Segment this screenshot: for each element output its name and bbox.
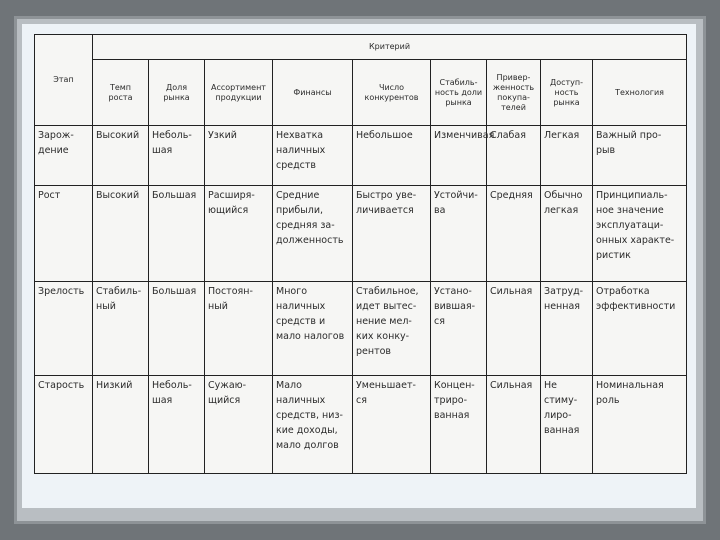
table-cell: Большая [149, 186, 205, 282]
table-cell: Устойчи- ва [431, 186, 487, 282]
column-header: Доступ- ность рынка [541, 60, 593, 126]
table-cell: Сильная [487, 376, 541, 474]
table-row [35, 126, 687, 186]
table-cell: Быстро уве- личивается [353, 186, 431, 282]
table-cell: Высокий [93, 186, 149, 282]
column-header: Ассортимент продукции [205, 60, 273, 126]
column-header: Число конкурентов [353, 60, 431, 126]
table-cell: Неболь- шая [149, 376, 205, 474]
table-cell: Расширя- ющийся [205, 186, 273, 282]
table-cell: Слабая [487, 126, 541, 186]
stage-cell: Рост [35, 186, 93, 282]
table-cell: Концен- триро- ванная [431, 376, 487, 474]
column-header: Доля рынка [149, 60, 205, 126]
table-cell: Отработка эффективности [593, 282, 687, 376]
table-cell: Сильная [487, 282, 541, 376]
stage-cell: Зарож- дение [35, 126, 93, 186]
table-cell: Обычно легкая [541, 186, 593, 282]
table-cell: Стабильное, идет вытес- нение мел- ких конку- рентов [353, 282, 431, 376]
table-cell: Изменчивая [431, 126, 487, 186]
table-cell: Легкая [541, 126, 593, 186]
stage-cell: Старость [35, 376, 93, 474]
table-cell: Небольшое [353, 126, 431, 186]
table-cell: Сужаю- щийся [205, 376, 273, 474]
table-cell: Много наличных средств и мало налогов [273, 282, 353, 376]
table-row [35, 376, 687, 474]
table-cell: Затруд- ненная [541, 282, 593, 376]
table-cell: Мало наличных средств, низ- кие доходы, мало долгов [273, 376, 353, 474]
table-cell: Уменьшает- ся [353, 376, 431, 474]
table-cell: Устано- вившая- ся [431, 282, 487, 376]
table-cell: Важный про- рыв [593, 126, 687, 186]
table-cell: Постоян- ный [205, 282, 273, 376]
stage-cell: Зрелость [35, 282, 93, 376]
column-header: Стабиль- ность доли рынка [431, 60, 487, 126]
column-header: Финансы [273, 60, 353, 126]
table-cell: Не стиму- лиро- ванная [541, 376, 593, 474]
table-row [35, 282, 687, 376]
table-cell: Узкий [205, 126, 273, 186]
stage-header: Этап [35, 35, 93, 126]
life-cycle-criteria-table [34, 34, 687, 474]
column-header: Технология [593, 60, 687, 126]
table-cell: Стабиль- ный [93, 282, 149, 376]
table-cell: Номинальная роль [593, 376, 687, 474]
column-header: Темп роста [93, 60, 149, 126]
table-cell: Средняя [487, 186, 541, 282]
table-cell: Низкий [93, 376, 149, 474]
table-cell: Нехватка наличных средств [273, 126, 353, 186]
table-cell: Неболь- шая [149, 126, 205, 186]
table-cell: Высокий [93, 126, 149, 186]
table-cell: Принципиаль- ное значение эксплуатаци- онных характе- ристик [593, 186, 687, 282]
table-cell: Средние прибыли, средняя за- долженность [273, 186, 353, 282]
table-cell: Большая [149, 282, 205, 376]
column-header: Привер- женность покупа- телей [487, 60, 541, 126]
criteria-header: Критерий [93, 35, 687, 60]
table-row [35, 186, 687, 282]
